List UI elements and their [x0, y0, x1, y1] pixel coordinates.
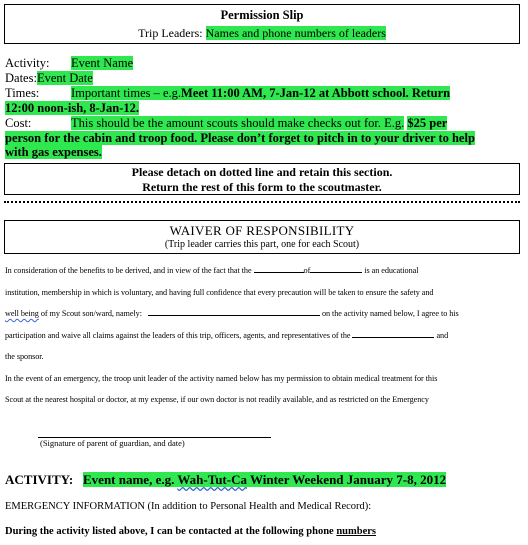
- detach-dotted-line: [4, 201, 520, 203]
- times-bold: Meet 11:00 AM, 7-Jan-12 at Abbott school. Return: [181, 86, 451, 100]
- trip-leaders-line: [5, 26, 519, 41]
- dates-value: Event Date: [36, 71, 93, 85]
- blank-organization[interactable]: [310, 263, 362, 273]
- activity2-value: Event name, e.g. Wah-Tut-Ca Winter Weekend January 7-8, 2012: [83, 472, 447, 487]
- body-text: In the event of an emergency, the troop unit leader of the activity named below has my permission to obtain medical treatment for this: [5, 373, 438, 383]
- waiver-title: WAIVER OF RESPONSIBILITY: [169, 223, 355, 238]
- activity2-label: ACTIVITY:: [5, 472, 74, 487]
- body-line-3: [5, 303, 515, 325]
- waiver-body: [5, 260, 515, 411]
- cost-text: This should be the amount scouts should make checks out for. E.g.: [71, 116, 405, 130]
- body-line-6: [5, 368, 515, 390]
- emergency-contact-underlined: numbers: [336, 526, 377, 537]
- waiver-box: [4, 220, 520, 254]
- body-text: the sponsor.: [5, 352, 44, 361]
- body-text: of my Scout son/ward, namely:: [38, 309, 142, 318]
- body-line-5: [5, 346, 515, 368]
- body-text: In consideration of the benefits to be derived, and in view of the fact that the: [5, 266, 252, 275]
- body-text: on the activity named below, I agree to his: [321, 309, 459, 318]
- blank-sponsor[interactable]: [352, 328, 434, 338]
- body-line-1: [5, 260, 515, 282]
- body-line-4: [5, 325, 515, 347]
- activity-label: Activity:: [5, 56, 50, 70]
- cost-row: [5, 116, 520, 160]
- body-line-2: [5, 282, 515, 304]
- dates-row: [5, 71, 93, 86]
- detach-line1: Please detach on dotted line and retain this section.: [131, 165, 393, 179]
- activity2-row: [5, 472, 446, 488]
- activity-value: Event Name: [71, 56, 134, 70]
- signature-caption: (Signature of parent of guardian, and date): [40, 438, 185, 448]
- body-text: participation and waive all claims against the leaders of this trip, officers, agents, and representatives of the: [5, 330, 351, 340]
- body-text: institution, membership in which is voluntary, and having full confidence that every precaution will be taken to ensure the safety and: [5, 287, 434, 297]
- body-text: is an educational: [364, 266, 419, 275]
- times-line2: 12:00 noon-ish, 8-Jan-12.: [5, 100, 140, 115]
- blank-scout-name[interactable]: [148, 306, 320, 316]
- times-label: Times:: [5, 86, 40, 100]
- dates-label: Dates:: [5, 71, 37, 85]
- page-title: Permission Slip: [220, 8, 304, 22]
- body-text: of: [303, 266, 311, 275]
- times-row: [5, 86, 520, 115]
- cost-line3: with gas expenses.: [5, 145, 102, 159]
- body-text: well being: [5, 309, 39, 318]
- cost-label: Cost:: [5, 116, 32, 130]
- detach-box: [4, 163, 520, 195]
- detach-line2: Return the rest of this form to the scoutmaster.: [142, 180, 382, 194]
- cost-line2: person for the cabin and troop food. Please don’t forget to pitch in to your driver to help: [5, 130, 475, 145]
- waiver-subtitle: (Trip leader carries this part, one for each Scout): [164, 239, 360, 250]
- body-text: and: [436, 330, 449, 340]
- body-line-7: [5, 389, 515, 411]
- emergency-contact-text: During the activity listed above, I can be contacted at the following phone: [5, 526, 334, 537]
- blank-activity[interactable]: [254, 263, 304, 273]
- emergency-title: EMERGENCY INFORMATION (In addition to Personal Health and Medical Record):: [5, 501, 372, 512]
- activity-row: [5, 56, 133, 71]
- trip-leaders-value: Names and phone numbers of leaders: [205, 26, 386, 40]
- header-box: [4, 4, 520, 44]
- trip-leaders-label: Trip Leaders:: [138, 26, 203, 40]
- emergency-contact: [5, 526, 376, 537]
- body-text: Scout at the nearest hospital or doctor, at my expense, if our own doctor is not readily available, and as restricted on the Emergency: [5, 395, 429, 404]
- cost-bold1: $25 per: [407, 116, 448, 130]
- times-text: Important times – e.g.: [71, 86, 182, 100]
